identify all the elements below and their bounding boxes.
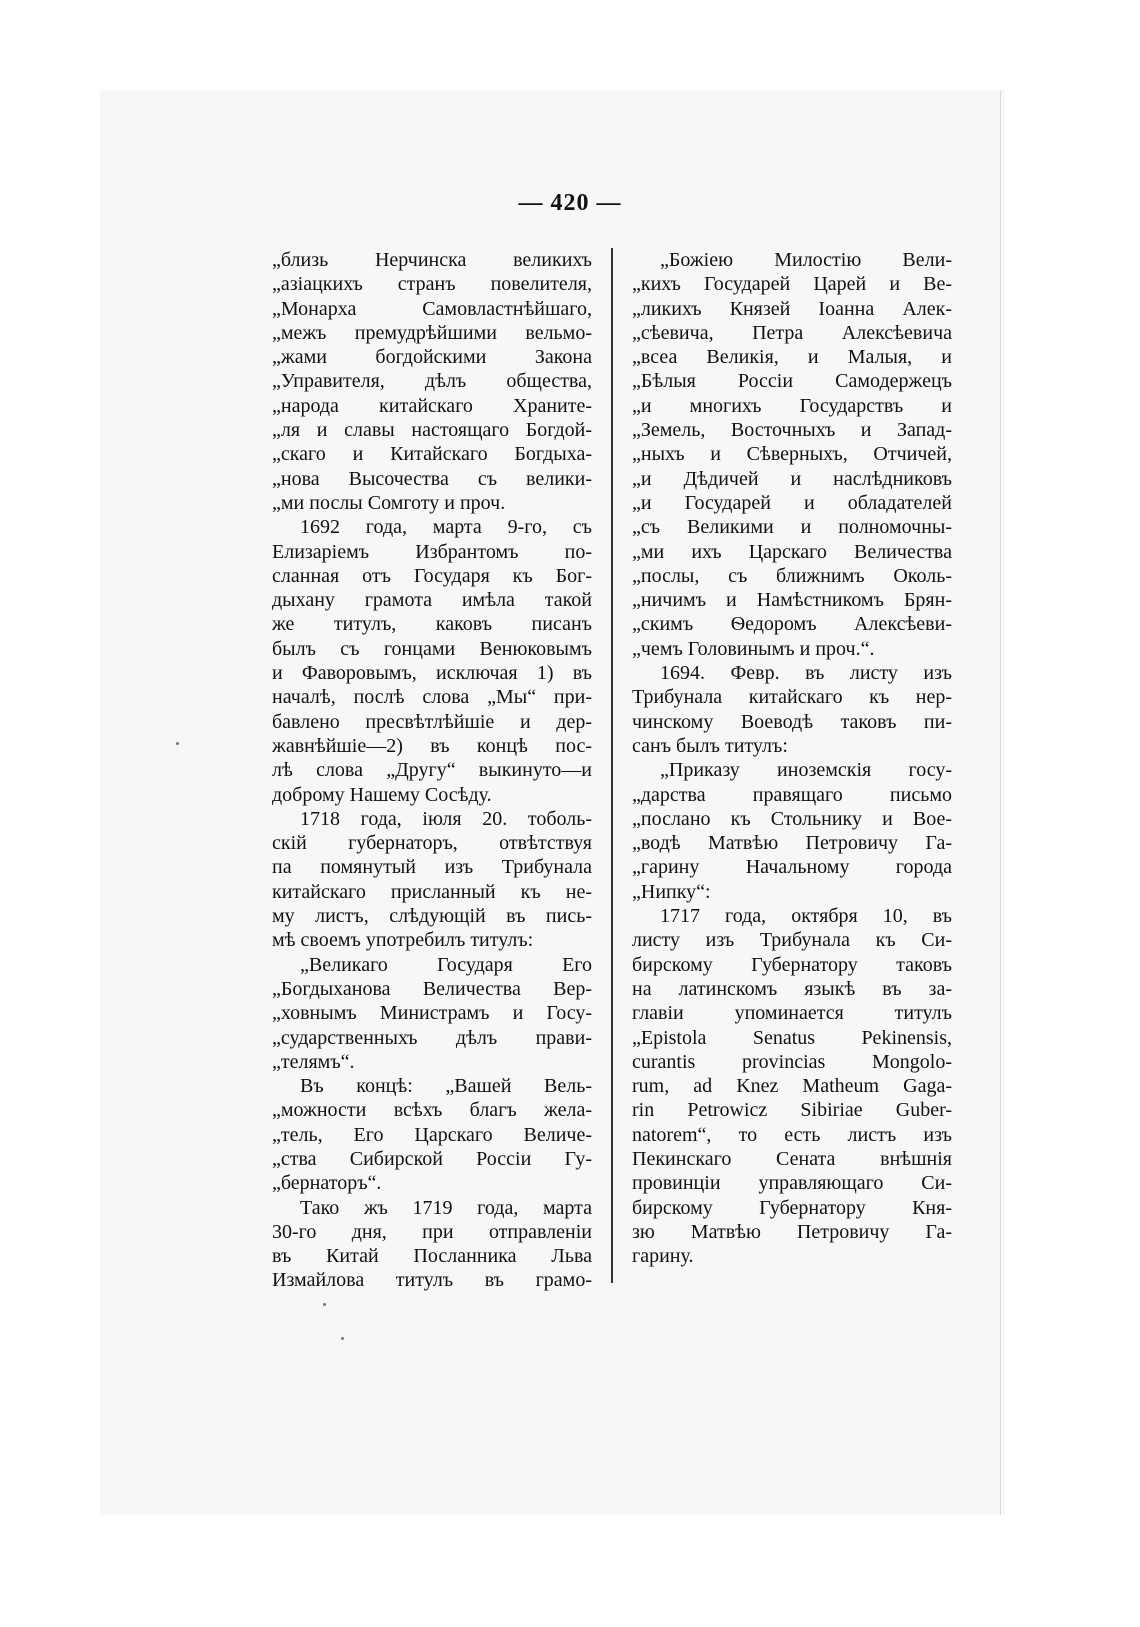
text-line: лѣ слова „Другу“ выкинуто—и (272, 759, 592, 782)
text-line: 1718 года, іюля 20. тоболь- (300, 807, 592, 830)
text-line: главіи упоминается титулъ (632, 1002, 952, 1025)
text-line: rin Petrowicz Sibiriae Guber- (632, 1099, 952, 1122)
text-line: „ликихъ Князей Іоанна Алек- (632, 297, 952, 320)
text-line: „Приказу иноземскія госу- (660, 759, 952, 782)
text-line: „Великаго Государя Его (300, 953, 592, 976)
text-line: „всеа Великія, и Малыя, и (632, 346, 952, 369)
right-text-column (632, 248, 952, 1268)
text-line: rum, ad Knez Matheum Gaga- (632, 1075, 952, 1098)
page-edge (1000, 90, 1001, 1515)
text-line: Измайлова титулъ въ грамо- (272, 1269, 592, 1292)
text-line: мѣ своемъ употребилъ титулъ: (272, 929, 534, 952)
text-line: бавлено пресвѣтлѣйшіе и дер- (272, 710, 592, 733)
text-line: „чемъ Головинымъ и проч.“. (632, 637, 875, 660)
text-line: „послы, съ ближнимъ Околь- (632, 564, 952, 587)
text-line: „ля и славы настоящаго Богдой- (272, 419, 592, 442)
text-line: гарину. (632, 1245, 694, 1268)
text-line: „Epistola Senatus Pekinensis, (632, 1026, 952, 1049)
text-line: началѣ, послѣ слова „Мы“ при- (272, 686, 592, 709)
text-line: бирскому Губернатору таковъ (632, 953, 952, 976)
text-line: скій губернаторъ, отвѣтствуя (272, 832, 592, 855)
page-number: — 420 — (518, 190, 622, 216)
text-line: на латинскомъ языкѣ въ за- (632, 977, 952, 1000)
text-line: дыхану грамота имѣла такой (272, 589, 592, 612)
text-line: па помянутый изъ Трибунала (272, 856, 592, 879)
column-divider (611, 248, 613, 1283)
text-line: 1692 года, марта 9-го, съ (300, 516, 592, 539)
text-line: „Божіею Милостію Вели- (660, 249, 952, 271)
text-line: му листъ, слѣдующій въ пись- (272, 905, 592, 928)
text-line: „дарства правящаго письмо (632, 783, 952, 806)
text-line: „Управителя, дѣлъ общества, (272, 370, 592, 393)
text-line: и Фаворовымъ, исключая 1) въ (272, 662, 592, 685)
text-line: „народа китайскаго Храните- (272, 394, 592, 417)
text-line: „Богдыханова Величества Вер- (272, 977, 592, 1000)
text-line: „и многихъ Государствъ и (632, 394, 952, 417)
text-line: зю Матвѣю Петровичу Га- (632, 1220, 952, 1243)
text-line: natorem“, то есть листъ изъ (632, 1123, 952, 1146)
text-line: „сѣевича, Петра Алексѣевича (632, 321, 952, 344)
text-line: 30-го дня, при отправленіи (272, 1220, 592, 1243)
text-line: „водѣ Матвѣю Петровичу Га- (632, 832, 952, 855)
text-line: „телямъ“. (272, 1050, 355, 1073)
text-line: „нова Высочества съ велики- (272, 467, 592, 490)
text-line: „послано къ Стольнику и Вое- (632, 807, 952, 830)
text-line: чинскому Воеводѣ таковъ пи- (632, 710, 952, 733)
text-line: „жами богдойскими Закона (272, 346, 592, 369)
text-line: „гарину Начальному города (632, 856, 952, 879)
text-line: „межъ премудрѣйшими вельмо- (272, 321, 592, 344)
text-line: „Монарха Самовластнѣйшаго, (272, 297, 592, 320)
text-line: „Нипку“: (632, 880, 711, 903)
text-line: Трибунала китайскаго къ нер- (632, 686, 952, 709)
speck-mark (341, 1337, 344, 1340)
text-line: „ныхъ и Сѣверныхъ, Отчичей, (632, 443, 952, 466)
text-line: „бернаторъ“. (272, 1172, 382, 1195)
text-line: „и Государей и обладателей (632, 491, 952, 514)
text-line: листу изъ Трибунала къ Си- (632, 929, 952, 952)
text-line: „кихъ Государей Царей и Ве- (632, 273, 952, 296)
text-line: „съ Великими и полномочны- (632, 516, 952, 539)
text-line: Пекинскаго Сената внѣшнія (632, 1147, 952, 1170)
text-line: Въ концѣ: „Вашей Вель- (300, 1075, 592, 1098)
text-line: „Бѣлыя Россіи Самодержецъ (632, 370, 952, 393)
text-line: сланная отъ Государя къ Бог- (272, 564, 592, 587)
text-line: „сударственныхъ дѣлъ прави- (272, 1026, 592, 1049)
text-line: „ми послы Сомготу и проч. (272, 491, 506, 514)
text-line: китайскаго присланный къ не- (272, 880, 592, 903)
text-line: Тако жъ 1719 года, марта (300, 1196, 592, 1219)
text-line: бирскому Губернатору Кня- (632, 1196, 952, 1219)
text-line: „ми ихъ Царскаго Величества (632, 540, 952, 563)
text-line: „и Дѣдичей и наслѣдниковъ (632, 467, 952, 490)
text-line: „тель, Его Царскаго Величе- (272, 1123, 592, 1146)
text-line: „скимъ Ѳедоромъ Алексѣеви- (632, 613, 952, 636)
text-line: Елизаріемъ Избрантомъ по- (272, 540, 592, 563)
text-line: „ховнымъ Министрамъ и Госу- (272, 1002, 592, 1025)
text-line: „можности всѣхъ благъ жела- (272, 1099, 592, 1122)
text-line: „ства Сибирской Россіи Гу- (272, 1147, 592, 1170)
speck-mark (323, 1303, 326, 1306)
speck-mark (176, 742, 179, 745)
text-line: доброму Нашему Сосѣду. (272, 783, 492, 806)
text-line: же титулъ, каковъ писанъ (272, 613, 592, 636)
text-line: провинціи управляющаго Си- (632, 1172, 952, 1195)
text-line: жавнѣйшіе—2) въ концѣ пос- (272, 734, 592, 757)
text-line: „Земель, Восточныхъ и Запад- (632, 419, 952, 442)
text-line: 1694. Февр. въ листу изъ (660, 662, 952, 685)
text-line: санъ былъ титулъ: (632, 734, 788, 757)
text-line: 1717 года, октября 10, въ (660, 905, 952, 928)
text-line: curantis provincias Mongolo- (632, 1050, 952, 1073)
left-text-column (272, 248, 592, 1293)
text-line: „близь Нерчинска великихъ (272, 249, 592, 271)
text-line: „ничимъ и Намѣстникомъ Брян- (632, 589, 952, 612)
text-line: въ Китай Посланника Льва (272, 1245, 592, 1268)
text-line: „азіацкихъ странъ повелителя, (272, 273, 592, 296)
text-line: былъ съ гонцами Венюковымъ (272, 637, 592, 660)
text-line: „скаго и Китайскаго Богдыха- (272, 443, 592, 466)
